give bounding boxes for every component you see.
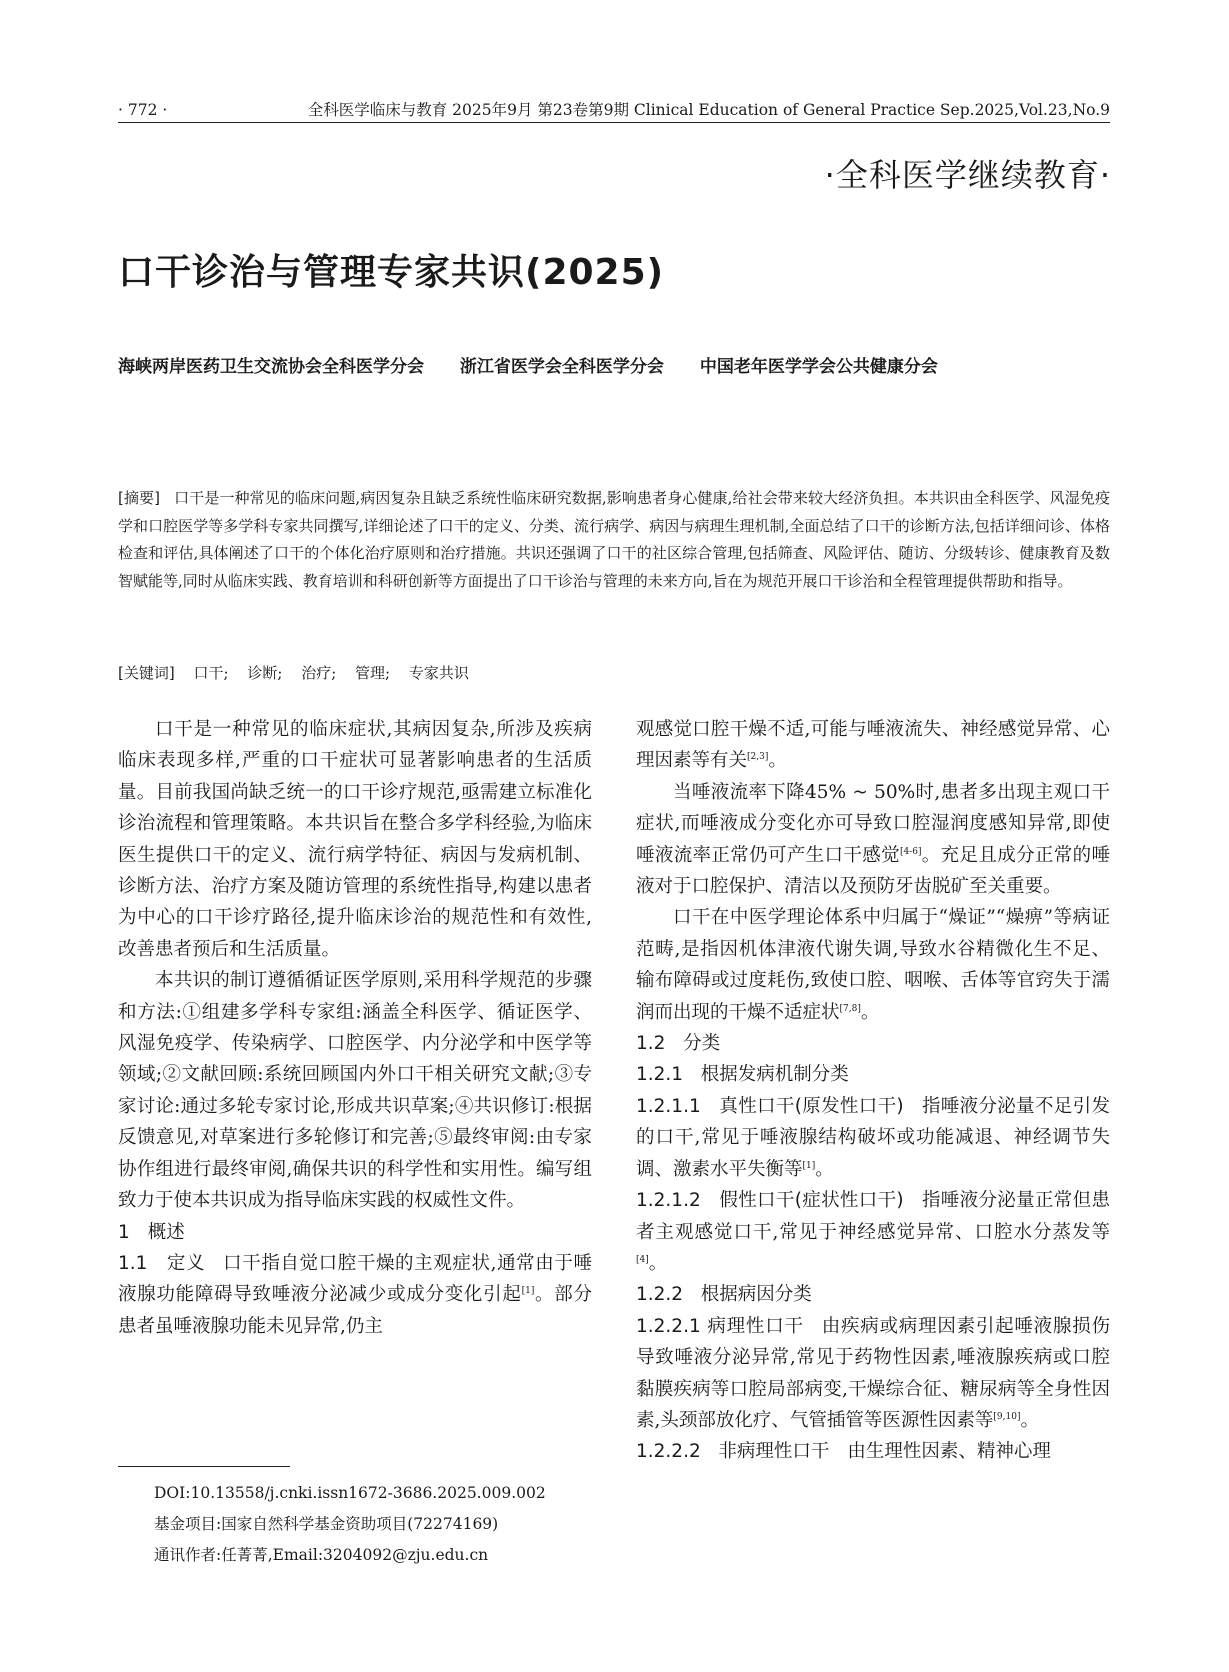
citation: [9,10]: [993, 1411, 1021, 1422]
citation: [7,8]: [839, 1003, 861, 1014]
citation: [4-6]: [899, 846, 922, 857]
article-title: 口干诊治与管理专家共识(2025): [118, 252, 665, 293]
subsection-paragraph: 1.1 定义 口干指自觉口腔干燥的主观症状,通常由于唾液腺功能障碍导致唾液分泌减少或成分变化引起[1]。部分患者虽唾液腺功能未见异常,仍主: [118, 1252, 592, 1337]
subsection-paragraph: 1.2.1.2 假性口干(症状性口干) 指唾液分泌量正常但患者主观感觉口干,常见于神经感觉异常、口腔水分蒸发等[4]。: [636, 1190, 1110, 1274]
subsection-paragraph: 1.2.2.2 非病理性口干 由生理性因素、精神心理: [636, 1441, 1051, 1463]
keyword: 口干;: [193, 664, 229, 682]
body-column-right: [636, 714, 1110, 1468]
abstract: [118, 485, 1110, 595]
author-org: 浙江省医学会全科医学分会: [459, 357, 664, 377]
subsection-number: 1.1: [118, 1252, 148, 1274]
subsection-heading: 1.2.1 根据发病机制分类: [636, 1064, 849, 1086]
section-tag: ·全科医学继续教育·: [824, 156, 1111, 194]
subsection-paragraph: 1.2.2.1 病理性口干 由疾病或病理因素引起唾液腺损伤导致唾液分泌异常,常见于药物性因素,唾液腺疾病或口腔黏膜疾病等口腔局部病变,干燥综合征、糖尿病等全身性因素,头颈部放化疗、气管插管等医源性因素等[9,10]。: [636, 1315, 1110, 1431]
doi: DOI:10.13558/j.cnki.issn1672-3686.2025.009.002: [154, 1484, 546, 1502]
subsection-paragraph: 1.2.1.1 真性口干(原发性口干) 指唾液分泌量不足引发的口干,常见于唾液腺结构破坏或功能减退、神经调节失调、激素水平失衡等[1]。: [636, 1095, 1110, 1180]
paragraph: 口干是一种常见的临床症状,其病因复杂,所涉及疾病临床表现多样,严重的口干症状可显著影响患者的生活质量。目前我国尚缺乏统一的口干诊疗规范,亟需建立标准化诊治流程和管理策略。本共识旨在整合多学科经验,为临床医生提供口干的定义、流行病学特征、病因与发病机制、诊断方法、治疗方案及随访管理的系统性指导,构建以患者为中心的口干诊疗路径,提升临床诊治的规范性和有效性,改善患者预后和生活质量。: [118, 719, 592, 960]
paragraph: 口干在中医学理论体系中归属于“燥证”“燥痹”等病证范畴,是指因机体津液代谢失调,导致水谷精微化生不足、输布障碍或过度耗伤,致使口腔、咽喉、舌体等官窍失于濡润而出现的干燥不适症状[7,8]。: [636, 907, 1110, 1023]
page-number: · 772 ·: [118, 101, 168, 119]
footnote-divider: [118, 1466, 290, 1467]
citation: [4]: [636, 1254, 649, 1265]
author-list: [118, 352, 968, 377]
keyword: 治疗;: [301, 664, 337, 682]
funding-note: 基金项目:国家自然科学基金资助项目(72274169): [154, 1515, 499, 1533]
citation: [2,3]: [747, 752, 769, 763]
keyword: 专家共识: [408, 664, 469, 682]
abstract-text: 口干是一种常见的临床问题,病因复杂且缺乏系统性临床研究数据,影响患者身心健康,给社会带来较大经济负担。本共识由全科医学、风湿免疫学和口腔医学等多学科专家共同撰写,详细论述了口干的定义、分类、流行病学、病因与病理生理机制,全面总结了口干的诊断方法,包括详细问诊、体格检查和评估,具体阐述了口干的个体化治疗原则和治疗措施。共识还强调了口干的社区综合管理,包括筛查、风险评估、随访、分级转诊、健康教育及数智赋能等,同时从临床实践、教育培训和科研创新等方面提出了口干诊治与管理的未来方向,旨在为规范开展口干诊治和全程管理提供帮助和指导。: [118, 489, 1110, 590]
keyword: 诊断;: [247, 664, 283, 682]
subsection-heading: 1.2.2 根据病因分类: [636, 1284, 812, 1306]
running-header: [118, 98, 1110, 123]
journal-citation: 全科医学临床与教育 2025年9月 第23卷第9期 Clinical Education of General Practice Sep.2025,Vol.23,No.9: [307, 101, 1110, 119]
paragraph: 本共识的制订遵循循证医学原则,采用科学规范的步骤和方法:①组建多学科专家组:涵盖全科医学、循证医学、风湿免疫学、传染病学、口腔医学、内分泌学和中医学等领域;②文献回顾:系统回顾国内外口干相关研究文献;③专家讨论:通过多轮专家讨论,形成共识草案;④共识修订:根据反馈意见,对草案进行多轮修订和完善;⑤最终审阅:由专家协作组进行最终审阅,确保共识的科学性和实用性。编写组致力于使本共识成为指导临床实践的权威性文件。: [118, 970, 592, 1212]
keyword: 管理;: [355, 664, 391, 682]
author-org: 海峡两岸医药卫生交流协会全科医学分会: [118, 357, 424, 377]
keywords: [118, 660, 1110, 687]
footnotes: [154, 1478, 546, 1571]
author-org: 中国老年医学学会公共健康分会: [699, 357, 938, 377]
subsection-title: 定义: [166, 1252, 206, 1274]
citation: [1]: [521, 1286, 535, 1297]
body-column-left: [118, 714, 592, 1342]
paragraph: 当唾液流率下降45% ~ 50%时,患者多出现主观口干症状,而唾液成分变化亦可导致口腔湿润度感知异常,即使唾液流率正常仍可产生口干感觉[4-6]。充足且成分正常的唾液对于口腔保护、清洁以及预防牙齿脱矿至关重要。: [636, 781, 1110, 898]
citation: [1]: [802, 1160, 816, 1171]
paragraph-continued: 观感觉口腔干燥不适,可能与唾液流失、神经感觉异常、心理因素等有关[2,3]。: [636, 719, 1110, 772]
corresponding-author: 通讯作者:任菁菁,Email:3204092@zju.edu.cn: [154, 1546, 489, 1564]
section-heading: 1 概述: [118, 1221, 185, 1243]
subsection-heading: 1.2 分类: [636, 1033, 721, 1055]
keywords-label: [关键词]: [118, 664, 175, 682]
abstract-label: [摘要]: [118, 489, 161, 507]
